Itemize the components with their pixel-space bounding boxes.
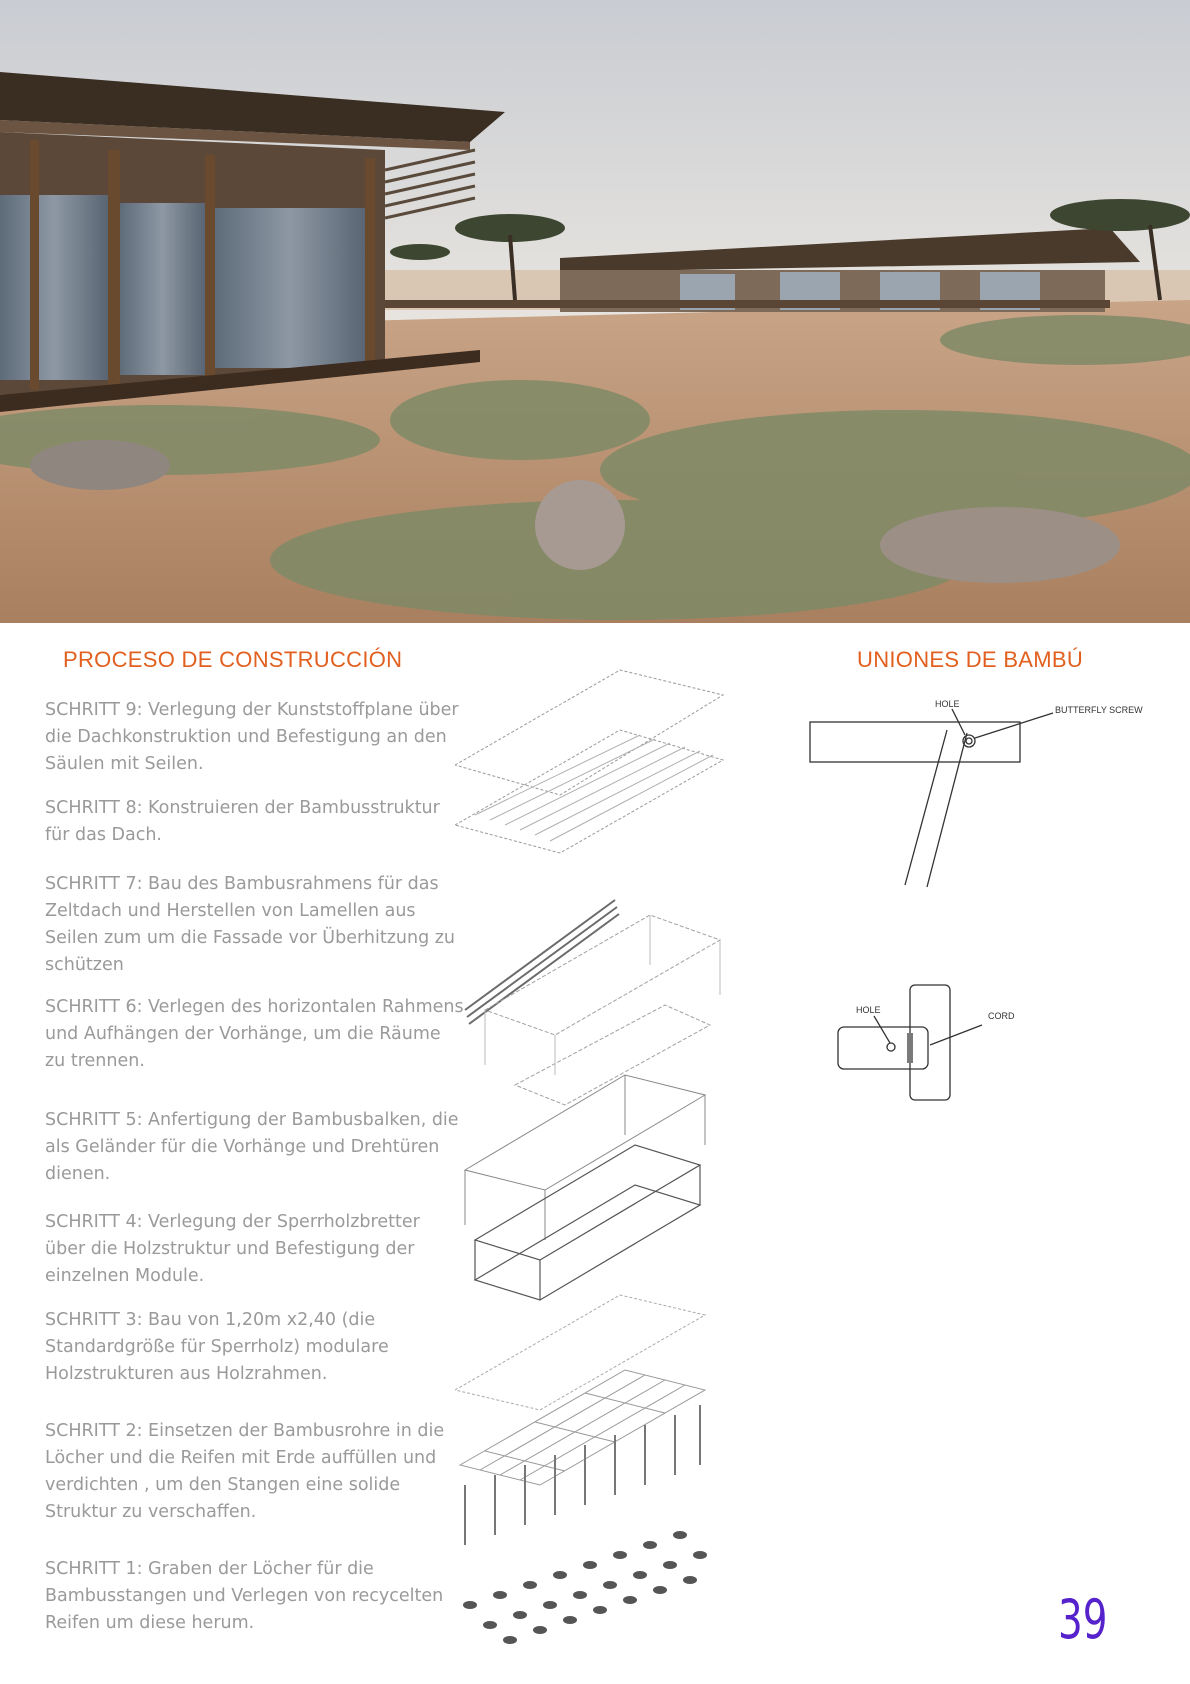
joints-heading: UNIONES DE BAMBÚ [857,647,1084,672]
savanna-pavilion-image [0,0,1190,623]
step-7-text: SCHRITT 7: Bau des Bambusrahmens für das Zeltdach und Herstellen von Lamellen aus Seilen zum um die Fassade vor Überhitzung zu schützen [45,874,456,975]
plywood-layer [455,1295,705,1410]
railing-layer [465,1075,705,1190]
step-3-text: SCHRITT 3: Bau von 1,20m x2,40 (die Standardgröße für Sperrholz) modulare Holzstrukturen aus Holzrahmen. [45,1310,389,1384]
horizontal-bamboo-pole [838,1027,928,1069]
hero-rendering [0,0,1190,623]
frame-layer [485,915,720,1035]
tire-foundations [463,1531,707,1644]
bamboo-joint-diagram-screw [805,695,1155,895]
hole-label-2: HOLE [856,1005,881,1015]
cord-label: CORD [988,1011,1015,1021]
exploded-construction-diagram [455,665,725,1650]
step-1-text: SCHRITT 1: Graben der Löcher für die Bambusstangen und Verlegen von recycelten Reifen um diese herum. [45,1559,444,1633]
step-8-text: SCHRITT 8: Konstruieren der Bambusstruktur für das Dach. [45,798,440,845]
step-6-text: SCHRITT 6: Verlegen des horizontalen Rahmens und Aufhängen der Vorhänge, um die Räume zu trennen. [45,997,464,1071]
bamboo-joint-diagram-cord [830,980,1050,1105]
process-heading: PROCESO DE CONSTRUCCIÓN [63,647,403,672]
hole-marker [887,1043,895,1051]
step-9-text: SCHRITT 9: Verlegung der Kunststoffplane über die Dachkonstruktion und Befestigung an den Säulen mit Seilen. [45,700,459,774]
step-2-text: SCHRITT 2: Einsetzen der Bambusrohre in die Löcher und die Reifen mit Erde auffüllen und verdichten , um den Stangen eine solide Struktur zu verschaffen. [45,1421,445,1522]
exploded-axonometric-drawing [455,665,725,1650]
step-5-text: SCHRITT 5: Anfertigung der Bambusbalken, die als Geländer für die Vorhänge und Drehtüren dienen. [45,1110,459,1184]
screw-label: BUTTERFLY SCREW [1055,705,1143,715]
vertical-bamboo-pole [910,985,950,1100]
hole-label-1: HOLE [935,699,960,709]
tarp-layer [455,670,723,795]
curtain-module [475,1145,700,1260]
page-number: 39 [1058,1588,1108,1651]
step-4-text: SCHRITT 4: Verlegung der Sperrholzbretter über die Holzstruktur und Befestigung der einzelnen Module. [45,1212,420,1286]
horizontal-bamboo-beam [810,722,1020,762]
